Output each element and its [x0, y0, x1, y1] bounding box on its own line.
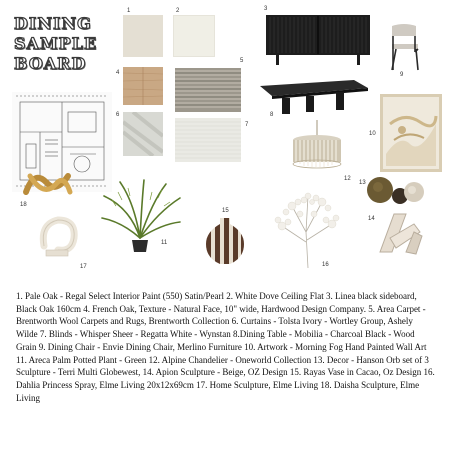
- board-title-line-1: DINING: [14, 14, 92, 33]
- carpet-swatch: [175, 68, 241, 112]
- dining-chair-image: [384, 22, 424, 72]
- blind-swatch: [175, 118, 241, 162]
- product-list-caption: 1. Pale Oak - Regal Select Interior Paint (550) Satin/Pearl 2. White Dove Ceiling Flat 3. Linea black sideboard, Black Oak 160cm 4. French Oak, Texture - Natural Face, 10" wide, Hardwood Design Company. 5. Area Carpet - Brentworth Wool Carpets and Rugs, Brentworth Collection 6. Curtains - Tolsta Ivory - Wortley Group, Ashely Wilde 7. Blinds - Whisper Sheer - Regatta White - Wynstan 8.Dining Table - Mobilia - Charcoal Black - Wood Grain 9. Dining Chair - Envie Dining Chair, Merlino Furniture 10. Artwork - Morning Fog Hand Painted Wall Art 11. Areca Palm Potted Plant - Green 12. Alpine Chandelier - Oneworld Collection 13. Decor - Hanson Orb set of 3 Sculpture - Terri Multi Globewest, 14. Apion Sculpture - Beige, OZ Design 15. Rayas Vase in Cacao, Oz Design 16. Dahlia Princess Spray, Elme Living 20x12x69cm 17. Home Sculpture, Elme Living 18. Daisha Sculpture, Elme Living: [16, 291, 435, 403]
- label-13: 13: [359, 180, 366, 186]
- palm-plant-image: [100, 178, 182, 254]
- label-16: 16: [322, 262, 329, 268]
- label-8: 8: [270, 112, 274, 118]
- label-2: 2: [176, 8, 180, 14]
- apion-sculpture-image: [370, 208, 428, 258]
- board-title-line-3: BOARD: [14, 54, 87, 73]
- dahlia-spray-image: [272, 192, 342, 268]
- artwork-image: [380, 94, 442, 172]
- label-12: 12: [344, 176, 351, 182]
- label-4: 4: [116, 70, 120, 76]
- label-15: 15: [222, 208, 229, 214]
- french-oak-swatch: [123, 67, 163, 105]
- board-title: [14, 14, 114, 74]
- decor-orbs-image: [366, 172, 426, 208]
- label-3: 3: [264, 6, 268, 12]
- label-1: 1: [127, 8, 131, 14]
- label-14: 14: [368, 216, 375, 222]
- label-10: 10: [369, 131, 376, 137]
- daisha-sculpture-image: [22, 168, 74, 200]
- curtain-swatch: [123, 112, 163, 156]
- label-7: 7: [245, 122, 249, 128]
- label-11: 11: [161, 240, 168, 246]
- rayas-vase-image: [204, 216, 246, 266]
- home-sculpture-image: [36, 216, 78, 260]
- paint-swatch-white-dove: [173, 15, 215, 57]
- label-18: 18: [20, 202, 27, 208]
- label-17: 17: [80, 264, 87, 270]
- sideboard-image: [262, 13, 374, 67]
- paint-swatch-pale-oak: [123, 15, 163, 57]
- dining-table-image: [258, 78, 370, 118]
- label-9: 9: [400, 72, 404, 78]
- label-5: 5: [240, 58, 244, 64]
- label-6: 6: [116, 112, 120, 118]
- chandelier-image: [288, 120, 346, 176]
- board-title-line-2: SAMPLE: [14, 34, 98, 53]
